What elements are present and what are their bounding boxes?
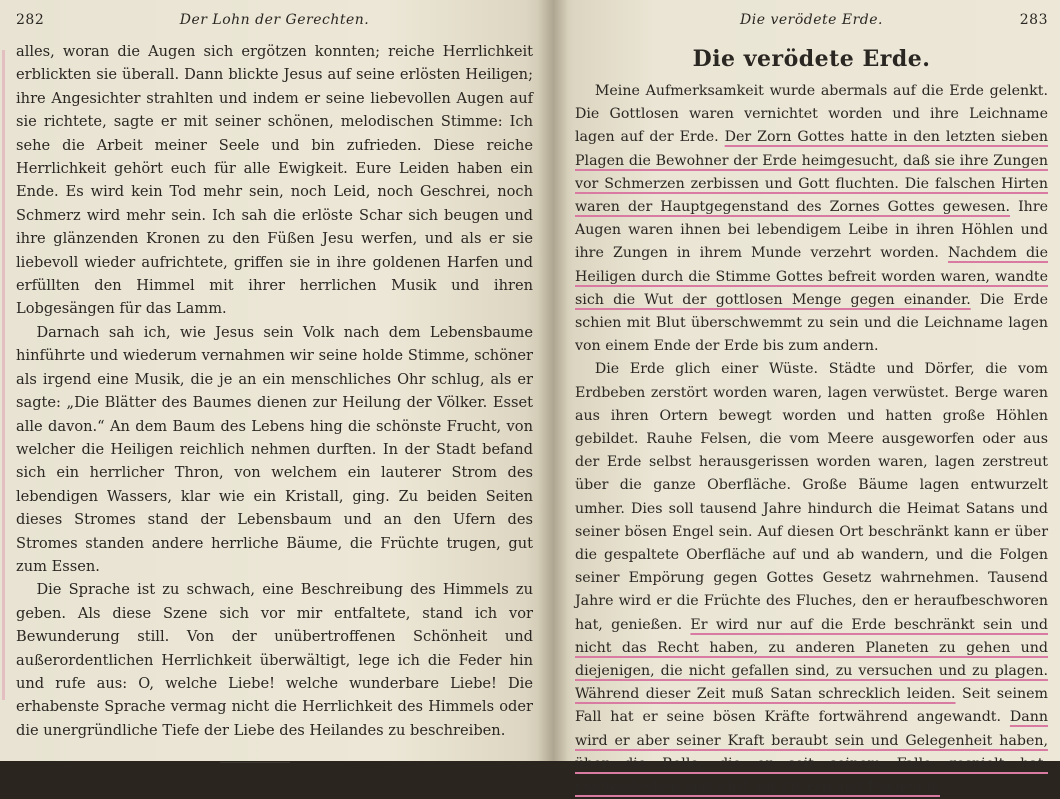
- section-end-rule: [220, 762, 290, 763]
- chapter-title: Die verödete Erde.: [692, 46, 931, 72]
- underlined-passage: Er wird nur auf die Erde beschränkt sein und nicht das Recht haben, zu anderen Planeten zu gehen und diejenigen, die nicht gefallen sind, zu versuchen und zu plagen. Während dieser Zeit muß Satan schrecklich leiden.: [575, 616, 1048, 703]
- text-span: Meine Aufmerksamkeit wurde abermals auf die Erde gelenkt. Die Gottlosen waren vernichtet worden und ihre Leichname lagen auf der Erde.: [575, 83, 1048, 146]
- text-span: Seit seinem Fall hat er seine bösen Kräfte fortwährend angewandt.: [575, 686, 1049, 726]
- left-paragraph-2: Darnach sah ich, wie Jesus sein Volk nach dem Lebensbaume hinführte und wiederum vernahmen wir seine holde Stimme, schöner als irgend eine Musik, die je an ein menschliches Ohr schlug, als er sagte: „Die Blätter des Baumes dienen zur Heilung der Völker. Esset alle davon.“ An dem Baum des Lebens hing die schönste Frucht, von welcher die Heiligen reichlich nehmen durften. In der Stadt befand sich ein herrlicher Thron, von welchem ein lauterer Strom des lebendigen Wassers, klar wie ein Kristall, ging. Zu beiden Seiten dieses Stromes stand der Lebensbaum und an den Ufern des Stromes standen andere herrliche Bäume, die Früchte trugen, gut zum Essen.: [16, 323, 533, 575]
- right-page-number: 283: [1019, 12, 1048, 28]
- right-running-title: Die verödete Erde.: [740, 12, 883, 28]
- text-span: Die Erde schien mit Blut überschwemmt zu sein und die Leichname lagen von einem Ende der Erde bis zum andern.: [575, 291, 1048, 355]
- right-paragraph-1: [575, 80, 1048, 358]
- left-paragraph-3: Die Sprache ist zu schwach, eine Beschreibung des Himmels zu geben. Als diese Szene sich vor mir entfaltete, stand ich vor Bewunderung still. Von der unübertroffenen Schönheit und außerordentlichen Herrlichkeit überwältigt, lege ich die Feder hin und rufe aus: O, welche Liebe! welche wunderbare Liebe! Die erhabenste Sprache vermag nicht die Herrlichkeit des Himmels oder die unergründliche Tiefe der Liebe des Heilandes zu beschreiben.: [16, 581, 533, 739]
- underlined-passage: Nachdem die Heiligen durch die Stimme Gottes befreit worden waren, wandte sich die Wut der gottlosen Menge gegen einander.: [575, 245, 1048, 308]
- right-paragraph-2: [575, 358, 1048, 799]
- text-span: Ihre Augen waren ihnen bei lebendigem Leibe in ihren Höhlen und ihre Zungen in ihrem Munde verzehrt worden.: [575, 199, 1048, 262]
- left-body-text: [16, 40, 533, 742]
- margin-highlight-mark: [2, 50, 5, 700]
- left-paragraph-1: alles, woran die Augen sich ergötzen konnten; reiche Herrlichkeit erblickten sie überall. Dann blickte Jesus auf seine erlösten Heiligen; ihre Angesichter strahlten und indem er seine liebevollen Augen auf sie richtete, sagte er mit seiner schönen, melodischen Stimme: Ich sehe die Arbeit meiner Seele und bin zufrieden. Diese reiche Herrlichkeit gehört euch für alle Ewigkeit. Eure Leiden haben ein Ende. Es wird kein Tod mehr sein, noch Leid, noch Geschrei, noch Schmerz wird mehr sein. Ich sah die erlöste Schar sich beugen und ihre glänzenden Kronen zu den Füßen Jesu werfen, und als er sie liebevoll wieder aufrichtete, griffen sie in ihre goldenen Harfen und erfüllten den Himmel mit ihrer herrlichen Musik und ihren Lobgesängen für das Lamm.: [16, 43, 533, 318]
- left-page-number: 282: [16, 12, 45, 28]
- left-running-title: Der Lohn der Gerechten.: [179, 12, 370, 28]
- text-span: Die Erde glich einer Wüste. Städte und Dörfer, die vom Erdbeben zerstört worden waren, lagen verwüstet. Berge waren aus ihren Ortern bewegt worden und hatten große Höhlen gebildet. Rauhe Felsen, die vom Meere ausgeworfen oder aus der Erde selbst herausgerissen worden waren, lagen zerstreut über die ganze Oberfläche. Große Bäume lagen entwurzelt umher. Dies soll tausend Jahre hindurch die Heimat Satans und seiner bösen Engel sein. Auf diesen Ort beschränkt kann er über die gespaltete Oberfläche auf und ab wandern, und die Folgen seiner Empörung gegen Gottes Gesetz wahrnehmen. Tausend Jahre wird er die Früchte des Fluches, den er heraufbeschworen hat, genießen.: [575, 361, 1048, 633]
- left-running-head: [16, 12, 533, 40]
- left-page: [0, 0, 553, 761]
- right-page: [553, 0, 1060, 796]
- underlined-passage: Der Zorn Gottes hatte in den letzten sieben Plagen die Bewohner der Erde heimgesucht, daß sie ihre Zungen vor Schmerzen zerbissen und Gott fluchten. Die falschen Hirten waren der Hauptgegenstand des Zornes Gottes gewesen.: [575, 129, 1048, 216]
- right-running-head: [575, 12, 1048, 40]
- right-body-text: [575, 80, 1048, 799]
- underlined-passage: Dann wird er aber seiner Kraft beraubt sein und Gelegenheit haben, über die Rolle, die er seit seinem Falle gespielt hat, nachzudenken und wird mit Zittern und Bangen in: [575, 709, 1048, 796]
